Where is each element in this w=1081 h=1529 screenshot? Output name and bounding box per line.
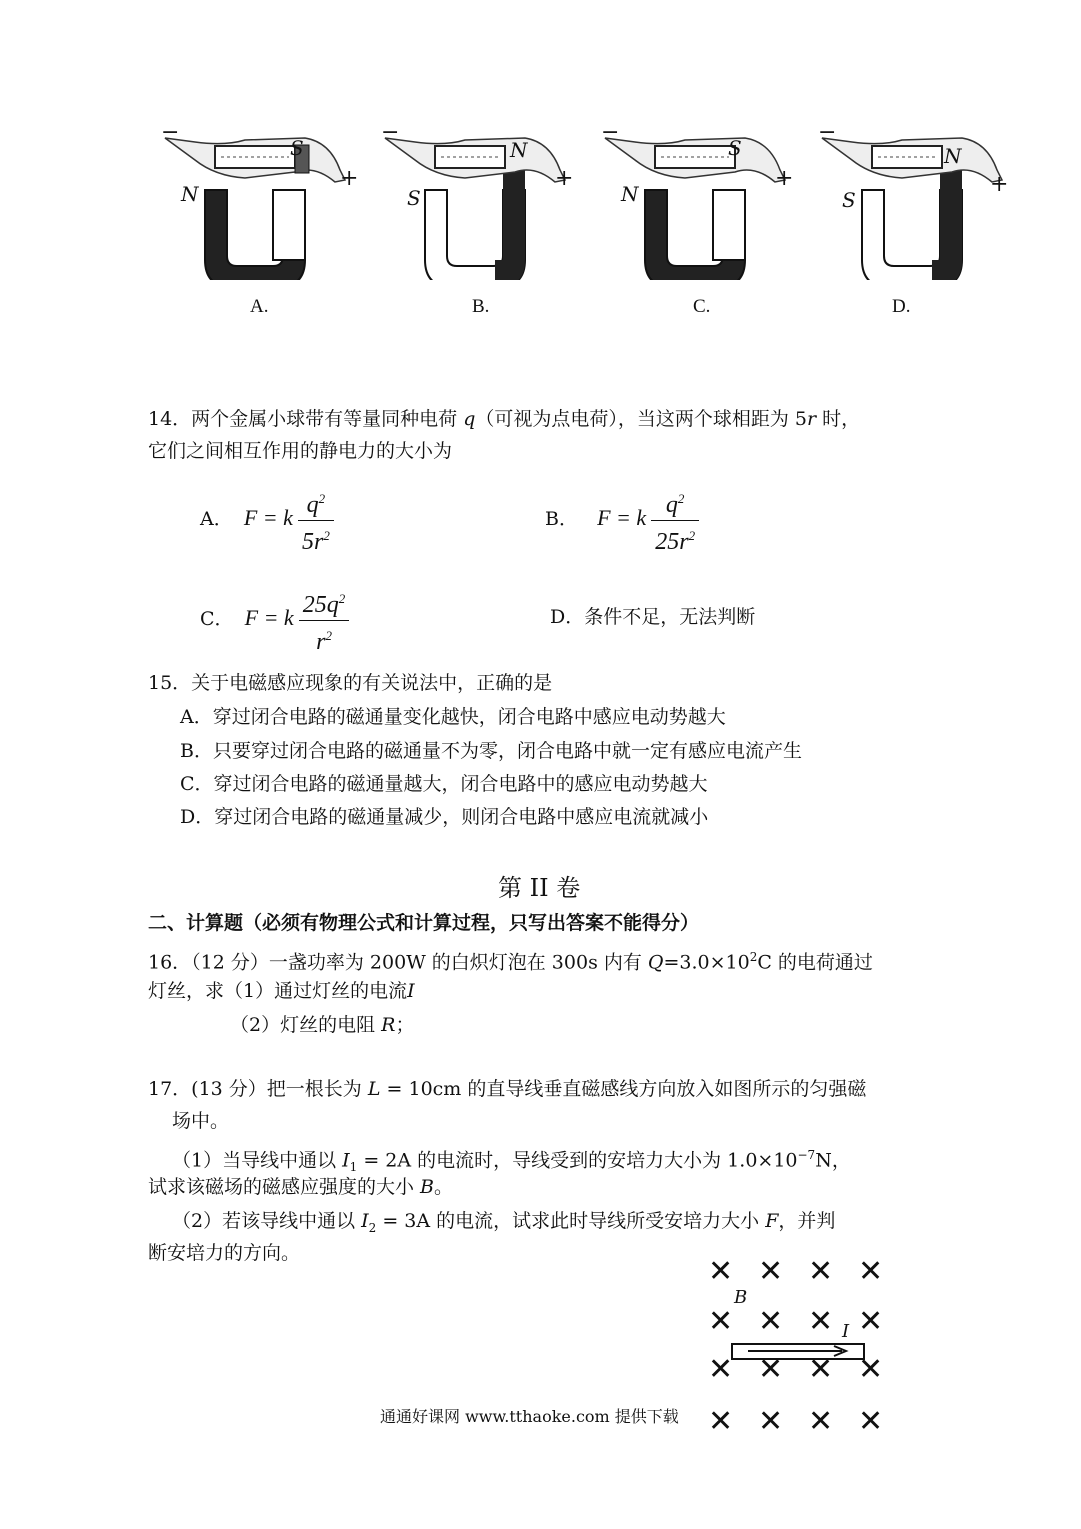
cross-icon: ✕ [708,1304,734,1339]
field-label-b: B [734,1287,748,1308]
formula-fraction: $\frac{q^2}{25r^2}$ [651,484,699,557]
positive-terminal: + [990,172,1009,197]
q15-option-a: A．穿过闭合电路的磁通量变化越快，闭合电路中感应电动势越大 [180,706,726,728]
q15-option-c: C．穿过闭合电路的磁通量越大，闭合电路中的感应电动势越大 [180,773,708,795]
q17-line4: 试求该磁场的磁感应强度的大小 B。 [148,1176,454,1198]
positive-terminal: + [555,166,574,191]
cross-icon: ✕ [758,1304,784,1339]
cross-icon: ✕ [708,1404,734,1439]
magnetic-field-figure [700,1255,900,1445]
option-label-c: C. [693,296,711,317]
q16-line1: 16．（12 分）一盏功率为 200W 的白炽灯泡在 300s 内有 $Q=3.0\times 10^2C$ 的电荷通过 [148,950,873,974]
part2-title: 第 II 卷 [498,874,581,902]
right-pole-label: N [510,138,528,162]
cross-icon: ✕ [758,1352,784,1387]
option-label-a: A. [250,296,269,317]
right-pole-label: S [728,136,742,160]
left-pole-label: N [181,182,199,206]
cross-icon: ✕ [808,1404,834,1439]
cross-icon: ✕ [758,1404,784,1439]
formula-fraction: $\frac{q^2}{5r^2}$ [298,484,334,557]
q17-line2: 场中。 [172,1110,230,1132]
q16-line2: 灯丝，求（1）通过灯丝的电流I [148,980,415,1002]
option-label-d: D. [892,296,911,317]
figure-option-b [375,120,575,280]
cross-icon: ✕ [858,1304,884,1339]
option-label-b: B. [472,296,490,317]
q17-line3: （1）当导线中通以 $I_1 = 2A$ 的电流时，导线受到的安培力大小为 $1.0\times 10^{-7}N$， [172,1148,851,1175]
formula-fraction: $\frac{25q^2}{r^2}$ [299,584,350,657]
cross-icon: ✕ [808,1352,834,1387]
cross-icon: ✕ [758,1254,784,1289]
positive-terminal: + [775,166,794,191]
cross-icon: ✕ [708,1254,734,1289]
footer-watermark: 通通好课网 www.tthaoke.com 提供下载 [380,1407,679,1426]
left-pole-label: S [842,188,856,212]
q17-line6: 断安培力的方向。 [148,1242,301,1264]
cross-icon: ✕ [858,1352,884,1387]
left-pole-label: N [621,182,639,206]
section-heading: 二、计算题（必须有物理公式和计算过程，只写出答案不能得分） [148,912,700,934]
q15-option-d: D．穿过闭合电路的磁通量减少，则闭合电路中感应电流就减小 [180,806,709,828]
q16-line3: （2）灯丝的电阻 R； [230,1014,415,1036]
q14-option-a: A． F = k $\frac{q^2}{5r^2}$ [200,484,334,557]
figure-option-d [812,120,1012,280]
figure-option-a [155,120,359,280]
cross-icon: ✕ [708,1352,734,1387]
negative-terminal: − [161,120,180,145]
cross-icon: ✕ [858,1254,884,1289]
positive-terminal: + [340,166,359,191]
right-pole-label: S [290,136,304,160]
q14-option-d: D．条件不足，无法判断 [550,606,756,628]
negative-terminal: − [818,120,837,145]
q14-option-b: B． F = k $\frac{q^2}{25r^2}$ [545,484,699,557]
q15-stem: 15．关于电磁感应现象的有关说法中，正确的是 [148,672,553,694]
cross-icon: ✕ [808,1254,834,1289]
current-label-i: I [842,1321,850,1342]
magnet-tube-figure-b [375,120,575,280]
negative-terminal: − [381,120,400,145]
cross-icon: ✕ [858,1404,884,1439]
left-pole-label: S [407,186,421,210]
q14-stem-line1: 14．两个金属小球带有等量同种电荷 q（可视为点电荷），当这两个球相距为 5r 时， [148,408,861,430]
negative-terminal: − [601,120,620,145]
q14-option-c: C． F = k $\frac{25q^2}{r^2}$ [200,584,349,657]
figure-option-c [595,120,795,280]
q15-option-b: B．只要穿过闭合电路的磁通量不为零，闭合电路中就一定有感应电流产生 [180,740,802,762]
wire-with-current-arrow [730,1341,870,1363]
q17-line1: 17．(13 分）把一根长为 L = 10cm 的直导线垂直磁感线方向放入如图所示的匀强磁 [148,1078,867,1100]
q17-line5: （2）若该导线中通以 $I_2 = 3A$ 的电流，试求此时导线所受安培力大小 F，并判 [172,1210,836,1235]
q14-stem-line2: 它们之间相互作用的静电力的大小为 [148,440,453,462]
cross-icon: ✕ [808,1304,834,1339]
right-pole-label: N [944,144,962,168]
